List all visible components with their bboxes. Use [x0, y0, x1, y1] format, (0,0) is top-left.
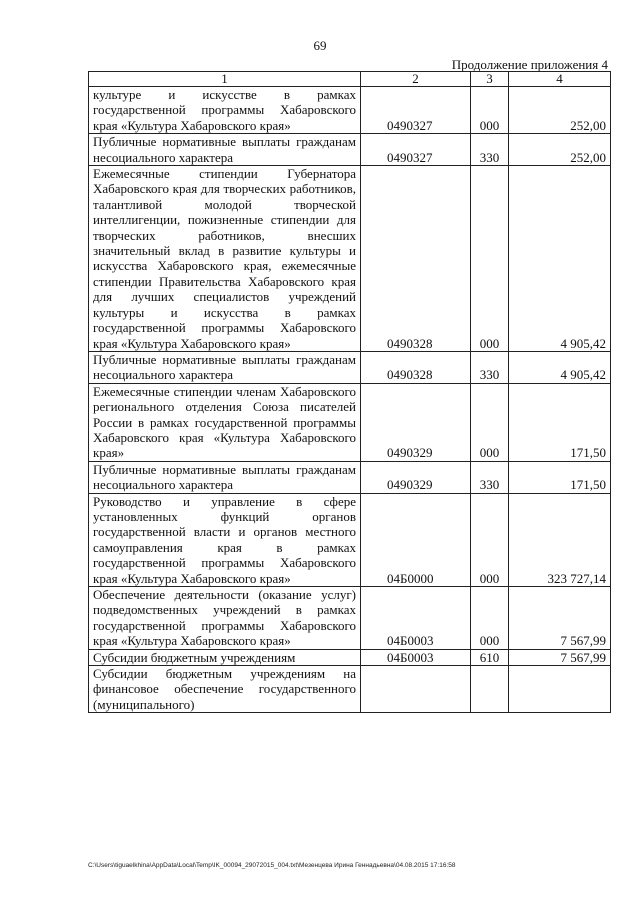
table-row	[89, 587, 611, 650]
row-name: Обеспечение деятельности (оказание услуг) подведомственных учреждений в рамках государственной программы Хабаровского края «Культура Хабаровского края»	[89, 587, 361, 650]
table-row	[89, 166, 611, 352]
row-expense-type: 330	[471, 351, 509, 383]
table-header-row	[89, 72, 611, 87]
row-target-code: 0490328	[361, 351, 471, 383]
row-target-code: 0490328	[361, 166, 471, 352]
row-name: Публичные нормативные выплаты гражданам несоциального характера	[89, 351, 361, 383]
row-amount: 4 905,42	[509, 351, 611, 383]
row-target-code: 0490327	[361, 134, 471, 166]
row-expense-type: 000	[471, 587, 509, 650]
row-name: Субсидии бюджетным учреждениям на финансовое обеспечение государственного (муниципального)	[89, 666, 361, 713]
row-target-code	[361, 666, 471, 713]
continuation-label: Продолжение приложения 4	[451, 57, 608, 72]
row-target-code: 04Б0003	[361, 649, 471, 665]
table-row	[89, 383, 611, 461]
row-expense-type: 000	[471, 493, 509, 586]
row-name: Субсидии бюджетным учреждениям	[89, 649, 361, 665]
column-header: 4	[509, 72, 611, 87]
file-path-footer: C:\Users\tiguaelkhina\AppData\Local\Temp\IK_00094_29072015_004.txt\Мезенцева Ирина Геннадьевна\04.08.2015 17:16:58	[88, 862, 456, 869]
table-row	[89, 666, 611, 713]
column-header: 1	[89, 72, 361, 87]
column-header: 2	[361, 72, 471, 87]
table-row	[89, 649, 611, 665]
column-header: 3	[471, 72, 509, 87]
row-name: Ежемесячные стипендии членам Хабаровского регионального отделения Союза писателей России в рамках государственной программы Хабаровского края «Культура Хабаровского края»	[89, 383, 361, 461]
table-row	[89, 134, 611, 166]
row-amount: 323 727,14	[509, 493, 611, 586]
row-name: Публичные нормативные выплаты гражданам несоциального характера	[89, 461, 361, 493]
row-expense-type: 330	[471, 461, 509, 493]
row-amount: 7 567,99	[509, 587, 611, 650]
row-expense-type: 610	[471, 649, 509, 665]
row-name: культуре и искусстве в рамках государственной программы Хабаровского края «Культура Хабаровского края»	[89, 87, 361, 134]
row-expense-type: 000	[471, 166, 509, 352]
row-amount: 171,50	[509, 383, 611, 461]
table-row	[89, 461, 611, 493]
row-amount: 171,50	[509, 461, 611, 493]
row-amount: 252,00	[509, 134, 611, 166]
table-row	[89, 87, 611, 134]
row-expense-type: 330	[471, 134, 509, 166]
row-expense-type: 000	[471, 383, 509, 461]
row-expense-type	[471, 666, 509, 713]
row-target-code: 0490327	[361, 87, 471, 134]
row-target-code: 04Б0003	[361, 587, 471, 650]
row-amount	[509, 666, 611, 713]
row-target-code: 04Б0000	[361, 493, 471, 586]
table-row	[89, 351, 611, 383]
row-expense-type: 000	[471, 87, 509, 134]
row-amount: 4 905,42	[509, 166, 611, 352]
row-name: Ежемесячные стипендии Губернатора Хабаровского края для творческих работников, талантливой молодой творческой интеллигенции, пожизненные стипендии для творческих работников, внесших значительный вклад в развитие культуры и искусства Хабаровского края, ежемесячные стипендии Правительства Хабаровского края для лучших специалистов учреждений культуры и искусства в рамках государственной программы Хабаровского края «Культура Хабаровского края»	[89, 166, 361, 352]
row-amount: 252,00	[509, 87, 611, 134]
row-target-code: 0490329	[361, 383, 471, 461]
row-name: Публичные нормативные выплаты гражданам несоциального характера	[89, 134, 361, 166]
row-target-code: 0490329	[361, 461, 471, 493]
page-number: 69	[313, 38, 327, 53]
table-row	[89, 493, 611, 586]
budget-table	[88, 71, 611, 713]
row-name: Руководство и управление в сфере установленных функций органов государственной власти и органов местного самоуправления края в рамках государственной программы Хабаровского края «Культура Хабаровского края»	[89, 493, 361, 586]
row-amount: 7 567,99	[509, 649, 611, 665]
